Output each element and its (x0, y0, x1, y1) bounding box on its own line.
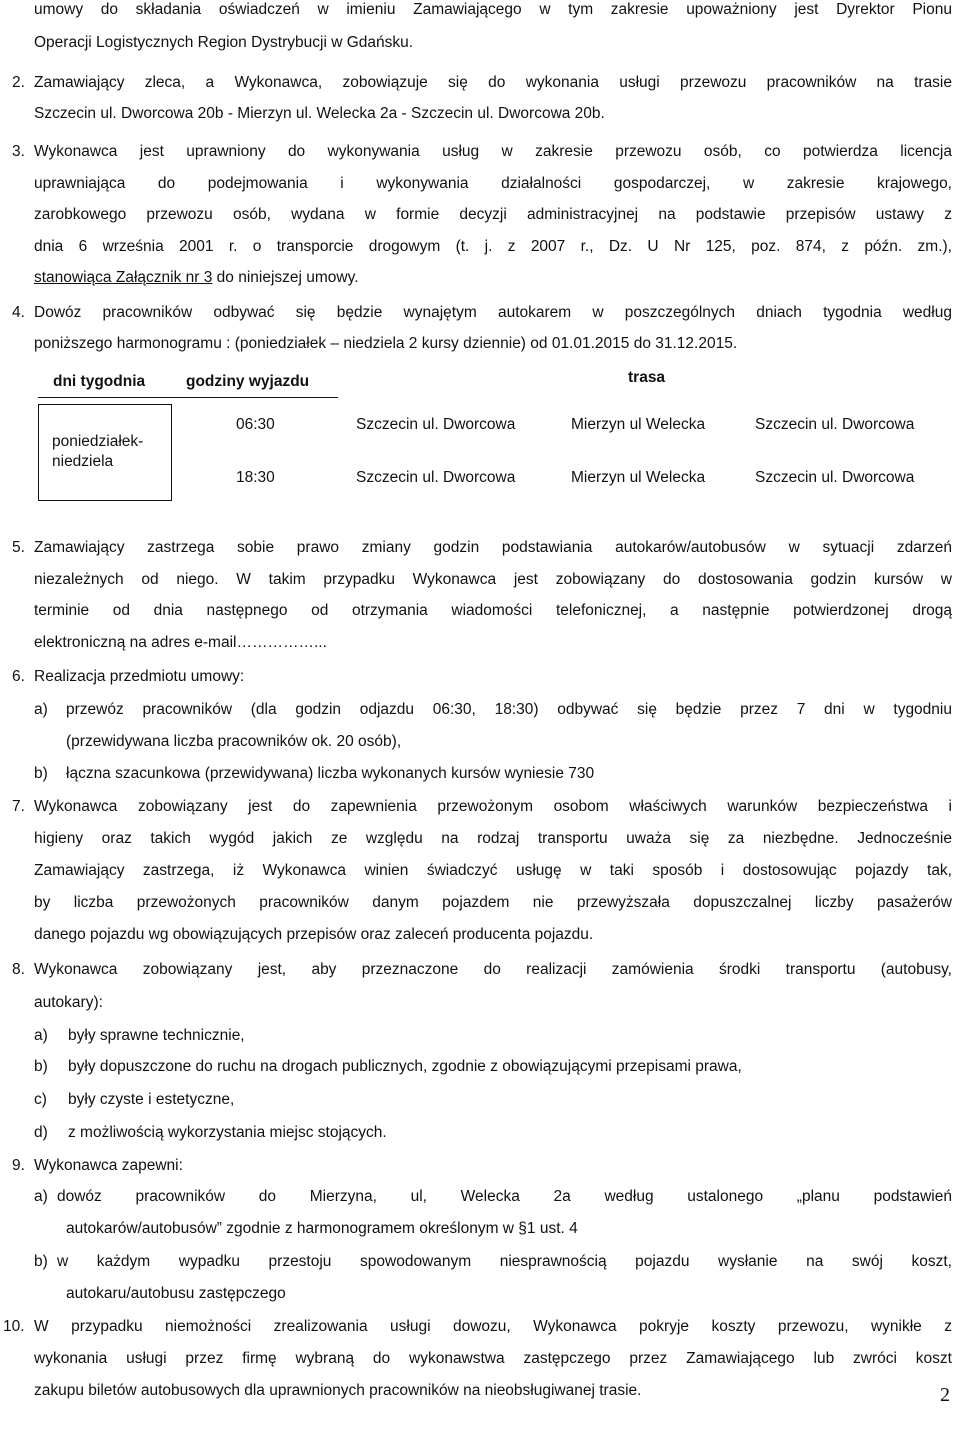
intro-line-1: umowy do składania oświadczeń w imieniu Zamawiającego w tym zakresie upoważniony jest Dyrektor Pionu (34, 1, 952, 18)
paragraph-8-line-1: Wykonawca zobowiązany jest, aby przeznaczone do realizacji zamówienia środki transportu (autobusy, (34, 961, 952, 978)
paragraph-9b-line-2: autokaru/autobusu zastępczego (66, 1285, 286, 1302)
row-1-time: 06:30 (236, 416, 275, 433)
header-underline (38, 397, 338, 398)
row-2-via: Mierzyn ul Welecka (571, 469, 706, 486)
paragraph-3-line-2: uprawniająca do podejmowania i wykonywania działalności gospodarczej, w zakresie krajowego, (34, 175, 952, 192)
paragraph-7-line-5: danego pojazdu wg obowiązujących przepisów oraz zaleceń producenta pojazdu. (34, 926, 594, 943)
paragraph-2-line-1: Zamawiający zleca, a Wykonawca, zobowiązuje się do wykonania usługi przewozu pracowników na trasie (34, 74, 952, 91)
paragraph-9b-line-1: w każdym wypadku przestoju spowodowanym niesprawnością pojazdu wysłanie na swój koszt, (57, 1253, 952, 1270)
paragraph-9b-label: b) (34, 1253, 48, 1270)
paragraph-6b-label: b) (34, 765, 48, 782)
paragraph-8b-label: b) (34, 1058, 48, 1075)
paragraph-9-title: Wykonawca zapewni: (34, 1157, 183, 1174)
paragraph-3-line-1: Wykonawca jest uprawniony do wykonywania usług w zakresie przewozu osób, co potwierdza licencja (34, 143, 952, 160)
row-2-to: Szczecin ul. Dworcowa (755, 469, 915, 486)
paragraph-7-line-4: by liczba przewożonych pracowników danym pojazdem nie przewyższała dopuszczalnej liczby pasażerów (34, 894, 952, 911)
paragraph-9a-line-1: dowóz pracowników do Mierzyna, ul, Welecka 2a według ustalonego „planu podstawień (57, 1188, 952, 1205)
paragraph-8a-label: a) (34, 1027, 48, 1044)
row-2-time: 18:30 (236, 469, 275, 486)
paragraph-6-title: Realizacja przedmiotu umowy: (34, 668, 245, 685)
paragraph-7-number: 7. (12, 798, 25, 815)
paragraph-9a-label: a) (34, 1188, 48, 1205)
paragraph-7-line-2: higieny oraz takich wygód jakich ze względu na rodzaj transportu uważa się za niezbędne. Jednocześnie (34, 830, 952, 847)
paragraph-10-line-3: zakupu biletów autobusowych dla uprawnionych pracowników na nieobsługiwanej trasie. (34, 1382, 642, 1399)
paragraph-6-number: 6. (12, 668, 25, 685)
paragraph-5-number: 5. (12, 539, 25, 556)
paragraph-8d-label: d) (34, 1124, 48, 1141)
paragraph-6a-line-1: przewóz pracowników (dla godzin odjazdu 06:30, 18:30) odbywać się będzie przez 7 dni w tygodniu (66, 701, 952, 718)
header-days: dni tygodnia (53, 373, 146, 390)
paragraph-3-line-4: dnia 6 września 2001 r. o transporcie drogowym (t. j. z 2007 r., Dz. U Nr 125, poz. 874, z późn. zm.), (34, 238, 952, 255)
days-cell-top (38, 404, 172, 405)
paragraph-5-line-2: niezależnych od niego. W takim przypadku Wykonawca jest zobowiązany do dostosowania godzin kursów w (34, 571, 952, 588)
paragraph-8c-text: były czyste i estetyczne, (68, 1091, 235, 1108)
paragraph-9-number: 9. (12, 1157, 25, 1174)
row-2-from: Szczecin ul. Dworcowa (356, 469, 516, 486)
row-1-via: Mierzyn ul Welecka (571, 416, 706, 433)
header-route: trasa (628, 369, 666, 386)
paragraph-7-line-1: Wykonawca zobowiązany jest do zapewnienia przewożonym osobom właściwych warunków bezpieczeństwa i (34, 798, 952, 815)
days-cell-line-2: niedziela (52, 453, 114, 470)
paragraph-4-line-2: poniższego harmonogramu : (poniedziałek – niedziela 2 kursy dziennie) od 01.01.2015 do 31.12.2015. (34, 335, 738, 352)
paragraph-8a-text: były sprawne technicznie, (68, 1027, 245, 1044)
paragraph-8-line-2: autokary): (34, 994, 103, 1011)
paragraph-9a-line-2: autokarów/autobusów” zgodnie z harmonogramem określonym w §1 ust. 4 (66, 1220, 578, 1237)
intro-line-2: Operacji Logistycznych Region Dystrybucji w Gdańsku. (34, 34, 414, 51)
paragraph-5-line-3: terminie od dnia następnego od otrzymania wiadomości telefonicznej, a następnie potwierdzonej drogą (34, 602, 952, 619)
paragraph-4-line-1: Dowóz pracowników odbywać się będzie wynajętym autokarem w poszczególnych dniach tygodnia według (34, 304, 952, 321)
paragraph-10-line-2: wykonania usługi przez firmę wybraną do wykonawstwa zastępczego przez Zamawiającego lub zwróci koszt (34, 1350, 952, 1367)
paragraph-10-number: 10. (3, 1318, 25, 1335)
paragraph-5-line-4: elektroniczną na adres e-mail……………... (34, 634, 327, 651)
days-cell-line-1: poniedziałek- (52, 433, 144, 450)
header-times: godziny wyjazdu (186, 373, 310, 390)
paragraph-8-number: 8. (12, 961, 25, 978)
paragraph-8c-label: c) (34, 1091, 47, 1108)
attachment-reference: stanowiąca Załącznik nr 3 (34, 269, 213, 286)
paragraph-8d-text: z możliwością wykorzystania miejsc stojących. (68, 1124, 387, 1141)
paragraph-6b-line-1: łączna szacunkowa (przewidywana) liczba wykonanych kursów wyniesie 730 (66, 765, 595, 782)
paragraph-7-line-3: Zamawiający zastrzega, iż Wykonawca winien świadczyć usługę w taki sposób i dostosowując pojazdy tak, (34, 862, 952, 879)
paragraph-3-line-5-rest: do niniejszej umowy. (212, 269, 359, 286)
page-number: 2 (940, 1384, 950, 1406)
days-cell-left (38, 404, 39, 501)
days-cell-right (171, 404, 172, 501)
paragraph-6a-label: a) (34, 701, 48, 718)
paragraph-3-number: 3. (12, 143, 25, 160)
row-1-to: Szczecin ul. Dworcowa (755, 416, 915, 433)
paragraph-10-line-1: W przypadku niemożności zrealizowania usługi dowozu, Wykonawca pokryje koszty przewozu, wynikłe z (34, 1318, 952, 1335)
paragraph-4-number: 4. (12, 304, 25, 321)
paragraph-2-number: 2. (12, 74, 25, 91)
paragraph-5-line-1: Zamawiający zastrzega sobie prawo zmiany godzin podstawiania autokarów/autobusów w sytuacji zdarzeń (34, 539, 952, 556)
paragraph-3-line-3: zarobkowego przewozu osób, wydana w formie decyzji administracyjnej na podstawie przepisów ustawy z (34, 206, 952, 223)
paragraph-3-line-5 (34, 268, 359, 288)
days-cell-bottom (38, 500, 172, 501)
paragraph-2-line-2: Szczecin ul. Dworcowa 20b - Mierzyn ul. Welecka 2a - Szczecin ul. Dworcowa 20b. (34, 105, 605, 122)
row-1-from: Szczecin ul. Dworcowa (356, 416, 516, 433)
paragraph-8b-text: były dopuszczone do ruchu na drogach publicznych, zgodnie z obowiązującymi przepisami prawa, (68, 1058, 742, 1075)
paragraph-6a-line-2: (przewidywana liczba pracowników ok. 20 osób), (66, 733, 402, 750)
